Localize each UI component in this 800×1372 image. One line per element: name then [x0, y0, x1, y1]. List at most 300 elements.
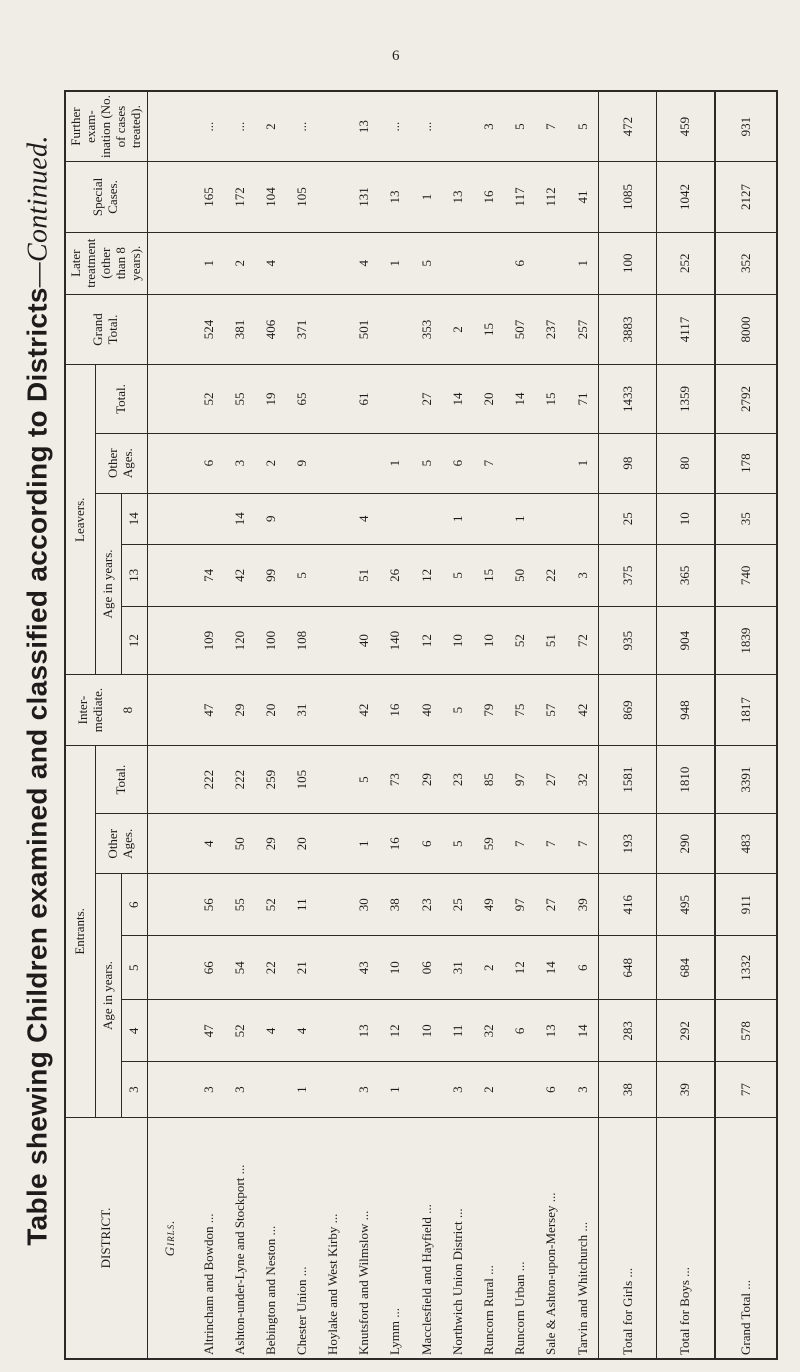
table-cell: 23 — [442, 745, 473, 813]
table-cell: 4 — [349, 493, 380, 544]
table-cell: 5 — [411, 232, 442, 294]
table-cell: 55 — [224, 365, 255, 433]
total-cell: 935 — [599, 606, 656, 674]
title-text: Table shewing Children examined and classified according to Districts — [21, 287, 53, 1246]
total-cell: 1581 — [599, 745, 656, 813]
table-cell: 29 — [255, 814, 286, 874]
table-row — [536, 91, 567, 1359]
table-cell: 47 — [193, 1000, 224, 1062]
table-cell: 222 — [193, 745, 224, 813]
district-name: Sale & Ashton-upon-Mersey ... — [536, 1117, 567, 1359]
table-cell — [318, 294, 349, 365]
total-cell: 495 — [656, 874, 714, 936]
total-cell: 869 — [599, 675, 656, 746]
table-cell — [318, 1000, 349, 1062]
table-cell: 507 — [504, 294, 535, 365]
total-cell: 35 — [715, 493, 777, 544]
table-cell: 2 — [255, 91, 286, 162]
table-cell: 5 — [567, 91, 599, 162]
table-cell: 1 — [567, 433, 599, 493]
total-cell: 38 — [599, 1062, 656, 1118]
table-cell: 172 — [224, 162, 255, 233]
table-cell: 6 — [411, 814, 442, 874]
table-cell: 97 — [504, 874, 535, 936]
table-cell: 222 — [224, 745, 255, 813]
district-name: Runcorn Urban ... — [504, 1117, 535, 1359]
total-cell: 8000 — [715, 294, 777, 365]
page-title — [22, 41, 55, 1341]
table-cell: 06 — [411, 936, 442, 1000]
table-row — [504, 91, 535, 1359]
table-cell: 22 — [255, 936, 286, 1000]
table-cell: 131 — [349, 162, 380, 233]
table-cell: 6 — [504, 232, 535, 294]
table-cell: 11 — [286, 874, 317, 936]
district-table — [64, 90, 778, 1360]
table-cell — [473, 493, 504, 544]
table-cell: 15 — [473, 544, 504, 606]
table-cell: 42 — [349, 675, 380, 746]
table-cell: 16 — [380, 675, 411, 746]
table-cell — [536, 433, 567, 493]
total-cell: 2792 — [715, 365, 777, 433]
table-cell: 13 — [536, 1000, 567, 1062]
table-cell: ... — [224, 91, 255, 162]
table-cell: 4 — [193, 814, 224, 874]
table-cell: 3 — [567, 1062, 599, 1118]
leavers-age-header: Age in years. — [95, 493, 121, 675]
table-cell: 1 — [567, 232, 599, 294]
table-cell — [318, 232, 349, 294]
district-name: Bebington and Neston ... — [255, 1117, 286, 1359]
table-cell — [193, 493, 224, 544]
table-cell: 4 — [255, 232, 286, 294]
total-cell: 416 — [599, 874, 656, 936]
table-cell: 29 — [224, 675, 255, 746]
district-header: DISTRICT. — [65, 1117, 147, 1359]
total-cell: 740 — [715, 544, 777, 606]
table-cell: 1 — [286, 1062, 317, 1118]
total-cell: 1433 — [599, 365, 656, 433]
table-cell: 14 — [504, 365, 535, 433]
table-cell: 109 — [193, 606, 224, 674]
total-cell: 483 — [715, 814, 777, 874]
total-label: Total for Boys ... — [656, 1117, 714, 1359]
table-cell — [318, 606, 349, 674]
table-row — [193, 91, 224, 1359]
table-cell: 1 — [193, 232, 224, 294]
table-cell: 371 — [286, 294, 317, 365]
table-cell: 14 — [536, 936, 567, 1000]
table-cell: 42 — [224, 544, 255, 606]
table-cell: 1 — [380, 232, 411, 294]
table-cell: 26 — [380, 544, 411, 606]
table-cell: 5 — [504, 91, 535, 162]
table-cell: 6 — [536, 1062, 567, 1118]
table-cell: 2 — [473, 1062, 504, 1118]
data-table-rotated — [64, 90, 778, 1360]
table-cell: 19 — [255, 365, 286, 433]
table-cell: 1 — [380, 433, 411, 493]
total-cell: 10 — [656, 493, 714, 544]
table-cell — [318, 874, 349, 936]
total-label: Total for Girls ... — [599, 1117, 656, 1359]
table-cell — [318, 433, 349, 493]
total-cell: 80 — [656, 433, 714, 493]
table-cell: ... — [286, 91, 317, 162]
entrants-age-header: Age in years. — [95, 874, 121, 1118]
table-cell: 2 — [224, 232, 255, 294]
table-cell: 31 — [442, 936, 473, 1000]
table-cell: 4 — [349, 232, 380, 294]
leavers-total-header: Total. — [95, 365, 147, 433]
total-cell: 472 — [599, 91, 656, 162]
leavers-header: Leavers. — [65, 365, 95, 675]
table-cell: 13 — [442, 162, 473, 233]
total-cell: 1839 — [715, 606, 777, 674]
table-cell: 51 — [536, 606, 567, 674]
table-row — [567, 91, 599, 1359]
table-cell — [411, 1062, 442, 1118]
table-cell: 104 — [255, 162, 286, 233]
total-cell: 1042 — [656, 162, 714, 233]
table-cell — [318, 745, 349, 813]
total-cell: 98 — [599, 433, 656, 493]
title-continued: —Continued. — [22, 135, 54, 288]
table-cell: 71 — [567, 365, 599, 433]
total-cell: 25 — [599, 493, 656, 544]
table-cell: 42 — [567, 675, 599, 746]
table-cell: 10 — [473, 606, 504, 674]
table-cell: 3 — [193, 1062, 224, 1118]
table-cell: 39 — [567, 874, 599, 936]
district-name: Knutsford and Wilmslow ... — [349, 1117, 380, 1359]
total-cell: 365 — [656, 544, 714, 606]
table-cell: 50 — [504, 544, 535, 606]
table-cell: 3 — [224, 433, 255, 493]
table-cell: 5 — [442, 675, 473, 746]
grand-total-row — [715, 91, 777, 1359]
table-row — [411, 91, 442, 1359]
table-cell: 79 — [473, 675, 504, 746]
table-cell: 57 — [536, 675, 567, 746]
table-cell: 29 — [411, 745, 442, 813]
table-cell: 12 — [380, 1000, 411, 1062]
table-cell: 73 — [380, 745, 411, 813]
table-cell — [536, 493, 567, 544]
section-label: Girls. — [147, 1117, 193, 1359]
table-cell: 15 — [473, 294, 504, 365]
table-cell: 10 — [442, 606, 473, 674]
table-row — [318, 91, 349, 1359]
table-cell: 524 — [193, 294, 224, 365]
table-cell: 3 — [473, 91, 504, 162]
total-cell: 2127 — [715, 162, 777, 233]
table-cell: ... — [380, 91, 411, 162]
total-label: Grand Total ... — [715, 1117, 777, 1359]
table-cell: 1 — [380, 1062, 411, 1118]
table-cell — [442, 91, 473, 162]
table-cell: 6 — [193, 433, 224, 493]
table-cell: 56 — [193, 874, 224, 936]
table-cell: 20 — [286, 814, 317, 874]
total-cell: 283 — [599, 1000, 656, 1062]
table-cell — [318, 1062, 349, 1118]
total-cell: 1359 — [656, 365, 714, 433]
table-cell: 13 — [380, 162, 411, 233]
district-name: Chester Union ... — [286, 1117, 317, 1359]
district-name: Tarvin and Whitchurch ... — [567, 1117, 599, 1359]
table-cell — [442, 232, 473, 294]
table-cell: 32 — [473, 1000, 504, 1062]
table-cell: 14 — [442, 365, 473, 433]
table-cell: 2 — [255, 433, 286, 493]
table-cell: 27 — [411, 365, 442, 433]
table-cell: 85 — [473, 745, 504, 813]
age-14: 14 — [121, 493, 147, 544]
table-cell — [318, 544, 349, 606]
table-cell: 61 — [349, 365, 380, 433]
leavers-other-ages: Other Ages. — [95, 433, 147, 493]
total-cell: 578 — [715, 1000, 777, 1062]
table-cell: 75 — [504, 675, 535, 746]
table-cell: 74 — [193, 544, 224, 606]
table-cell: 100 — [255, 606, 286, 674]
table-cell: 54 — [224, 936, 255, 1000]
table-cell: 27 — [536, 874, 567, 936]
total-cell: 292 — [656, 1000, 714, 1062]
table-cell: 72 — [567, 606, 599, 674]
further-exam-header: Further exam-ination (No. of cases treated). — [65, 91, 147, 162]
total-cell: 77 — [715, 1062, 777, 1118]
total-cell: 911 — [715, 874, 777, 936]
table-cell: 3 — [224, 1062, 255, 1118]
table-cell: 6 — [567, 936, 599, 1000]
age-3: 3 — [121, 1062, 147, 1118]
table-row — [349, 91, 380, 1359]
table-cell: 10 — [380, 936, 411, 1000]
table-cell: 47 — [193, 675, 224, 746]
table-cell — [318, 675, 349, 746]
table-cell: 7 — [536, 814, 567, 874]
table-cell — [255, 1062, 286, 1118]
table-cell — [380, 294, 411, 365]
table-cell: 7 — [536, 91, 567, 162]
district-name: Northwich Union District ... — [442, 1117, 473, 1359]
total-cell: 3883 — [599, 294, 656, 365]
table-cell: 23 — [411, 874, 442, 936]
table-cell: 3 — [349, 1062, 380, 1118]
table-cell: 38 — [380, 874, 411, 936]
table-cell — [504, 1062, 535, 1118]
table-cell: 51 — [349, 544, 380, 606]
table-cell: 4 — [255, 1000, 286, 1062]
district-name: Macclesfield and Hayfield ... — [411, 1117, 442, 1359]
table-cell — [504, 433, 535, 493]
intermediate-label: Inter-mediate. — [75, 687, 106, 733]
table-cell: 5 — [349, 745, 380, 813]
table-cell: 4 — [286, 1000, 317, 1062]
page-number: 6 — [392, 48, 400, 64]
table-cell: 112 — [536, 162, 567, 233]
table-cell: 105 — [286, 745, 317, 813]
total-row — [599, 91, 656, 1359]
table-cell: 105 — [286, 162, 317, 233]
entrants-total-header: Total. — [95, 745, 147, 813]
age-6: 6 — [121, 874, 147, 936]
table-cell — [286, 493, 317, 544]
district-name: Lymm ... — [380, 1117, 411, 1359]
table-cell: 22 — [536, 544, 567, 606]
total-cell: 252 — [656, 232, 714, 294]
table-cell: 41 — [567, 162, 599, 233]
table-cell: 49 — [473, 874, 504, 936]
table-cell: 2 — [473, 936, 504, 1000]
table-row — [255, 91, 286, 1359]
total-cell: 3391 — [715, 745, 777, 813]
total-cell: 1817 — [715, 675, 777, 746]
table-cell: ... — [193, 91, 224, 162]
table-cell: 1 — [442, 493, 473, 544]
table-cell: 353 — [411, 294, 442, 365]
table-cell — [380, 365, 411, 433]
table-cell: 108 — [286, 606, 317, 674]
total-cell: 459 — [656, 91, 714, 162]
table-cell: 9 — [286, 433, 317, 493]
table-cell: 40 — [411, 675, 442, 746]
table-cell: 52 — [193, 365, 224, 433]
table-cell: 50 — [224, 814, 255, 874]
table-cell: 140 — [380, 606, 411, 674]
table-cell — [318, 162, 349, 233]
district-name: Ashton-under-Lyne and Stockport ... — [224, 1117, 255, 1359]
table-cell: 3 — [442, 1062, 473, 1118]
table-row — [224, 91, 255, 1359]
table-cell: 52 — [504, 606, 535, 674]
table-cell: 32 — [567, 745, 599, 813]
table-cell: 7 — [473, 433, 504, 493]
table-cell: 13 — [349, 91, 380, 162]
total-cell: 375 — [599, 544, 656, 606]
table-cell: 16 — [473, 162, 504, 233]
district-name: Hoylake and West Kirby ... — [318, 1117, 349, 1359]
table-cell: 237 — [536, 294, 567, 365]
table-cell — [567, 493, 599, 544]
table-cell: 120 — [224, 606, 255, 674]
total-cell: 39 — [656, 1062, 714, 1118]
table-cell: 55 — [224, 874, 255, 936]
total-cell: 648 — [599, 936, 656, 1000]
age-5: 5 — [121, 936, 147, 1000]
total-cell: 1332 — [715, 936, 777, 1000]
total-cell: 684 — [656, 936, 714, 1000]
special-cases-header: Special Cases. — [65, 162, 147, 233]
table-row — [380, 91, 411, 1359]
total-cell: 100 — [599, 232, 656, 294]
table-cell: 6 — [442, 433, 473, 493]
table-cell: 13 — [349, 1000, 380, 1062]
table-cell — [411, 493, 442, 544]
table-cell: 5 — [411, 433, 442, 493]
table-cell: 25 — [442, 874, 473, 936]
table-cell: 1 — [411, 162, 442, 233]
table-cell: 59 — [473, 814, 504, 874]
total-cell: 4117 — [656, 294, 714, 365]
total-cell: 352 — [715, 232, 777, 294]
table-cell: 14 — [567, 1000, 599, 1062]
table-cell: 31 — [286, 675, 317, 746]
table-cell — [349, 433, 380, 493]
age-4: 4 — [121, 1000, 147, 1062]
table-cell: 5 — [442, 814, 473, 874]
table-cell: 12 — [411, 606, 442, 674]
total-cell: 193 — [599, 814, 656, 874]
table-cell: 6 — [504, 1000, 535, 1062]
total-cell: 178 — [715, 433, 777, 493]
table-cell — [318, 91, 349, 162]
table-cell: 14 — [224, 493, 255, 544]
total-cell: 1085 — [599, 162, 656, 233]
table-cell: 43 — [349, 936, 380, 1000]
table-cell: 15 — [536, 365, 567, 433]
table-row — [442, 91, 473, 1359]
table-cell — [536, 232, 567, 294]
table-cell: 11 — [442, 1000, 473, 1062]
table-cell: 117 — [504, 162, 535, 233]
table-cell: 12 — [411, 544, 442, 606]
table-cell: 52 — [255, 874, 286, 936]
table-cell: ... — [411, 91, 442, 162]
entrants-header: Entrants. — [65, 745, 95, 1117]
table-cell: 3 — [567, 544, 599, 606]
total-cell: 1810 — [656, 745, 714, 813]
table-row — [473, 91, 504, 1359]
table-cell — [318, 365, 349, 433]
intermediate-header — [65, 675, 147, 746]
table-cell — [286, 232, 317, 294]
table-cell: 20 — [255, 675, 286, 746]
table-cell: 406 — [255, 294, 286, 365]
table-cell: 501 — [349, 294, 380, 365]
table-cell: 20 — [473, 365, 504, 433]
table-cell: 30 — [349, 874, 380, 936]
table-cell — [318, 936, 349, 1000]
intermediate-age: 8 — [120, 706, 136, 714]
district-name: Altrincham and Bowdon ... — [193, 1117, 224, 1359]
table-cell: 27 — [536, 745, 567, 813]
table-cell: 99 — [255, 544, 286, 606]
table-row — [286, 91, 317, 1359]
entrants-other-ages: Other Ages. — [95, 814, 147, 874]
table-cell: 7 — [567, 814, 599, 874]
table-cell: 1 — [504, 493, 535, 544]
table-cell: 1 — [349, 814, 380, 874]
table-cell: 9 — [255, 493, 286, 544]
table-cell: 381 — [224, 294, 255, 365]
total-row — [656, 91, 714, 1359]
table-cell: 66 — [193, 936, 224, 1000]
table-cell: 52 — [224, 1000, 255, 1062]
table-cell: 40 — [349, 606, 380, 674]
age-13: 13 — [121, 544, 147, 606]
table-cell: 7 — [504, 814, 535, 874]
table-cell — [318, 493, 349, 544]
later-treatment-header: Later treatment (other than 8 years). — [65, 232, 147, 294]
table-cell — [318, 814, 349, 874]
total-cell: 948 — [656, 675, 714, 746]
table-cell: 10 — [411, 1000, 442, 1062]
table-cell: 5 — [286, 544, 317, 606]
